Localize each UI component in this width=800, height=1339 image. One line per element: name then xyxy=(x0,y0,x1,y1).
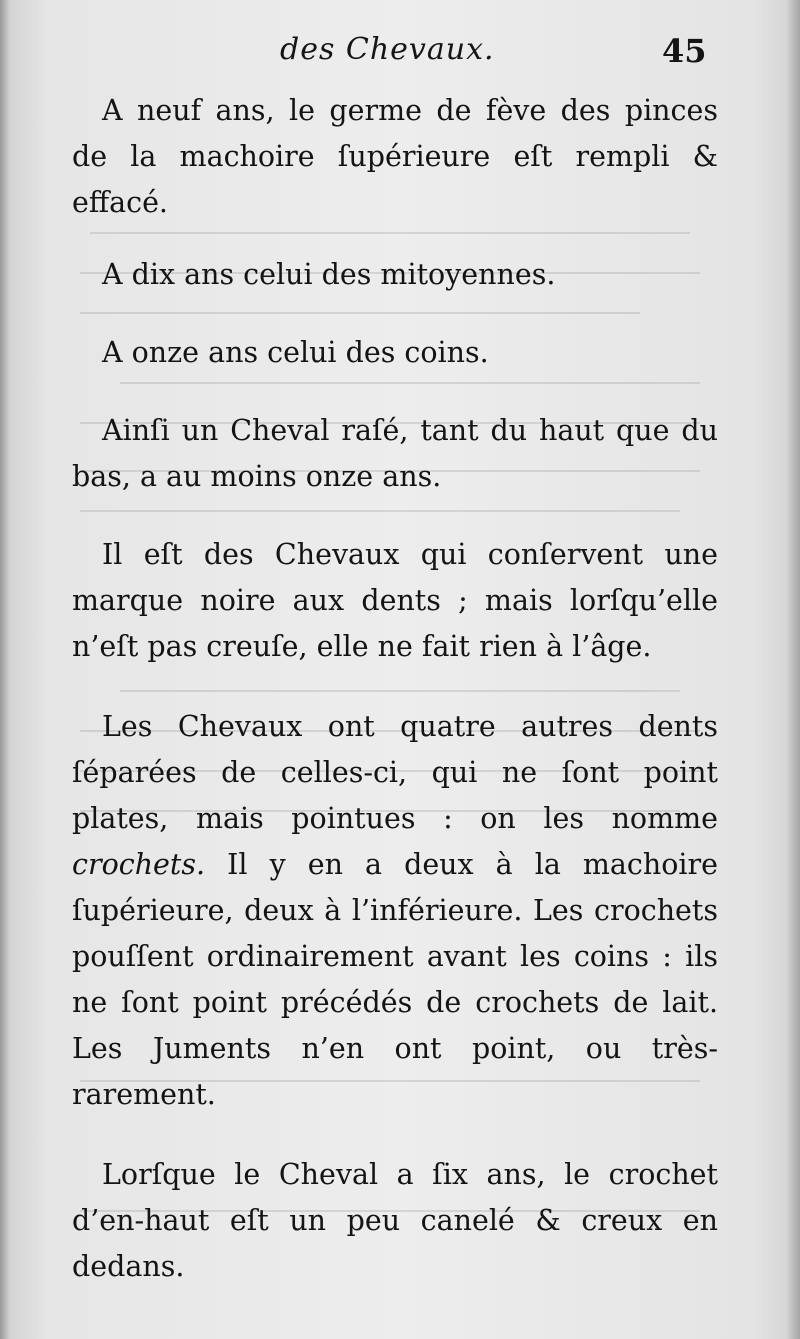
paragraph: A neuf ans, le germe de fève des pinces de la machoire ſupérieure eſt rempli & effacé. xyxy=(72,94,718,219)
page-header xyxy=(0,28,800,78)
paragraph: Il eſt des Chevaux qui conſervent une marque noire aux dents ; mais lorſqu’elle n’eſt pas creuſe, elle ne fait rien à l’âge. xyxy=(72,538,718,663)
paragraph: Ainſi un Cheval raſé, tant du haut que du bas, a au moins onze ans. xyxy=(72,414,718,493)
paragraph-text: Il y en a deux à la machoire ſupérieure, deux à l’inférieure. Les crochets pouſſent ordinairement avant les coins : ils ne ſont point précédés de crochets de lait. Les Juments n’en ont point, ou très-rarement. xyxy=(72,848,718,1111)
body-text xyxy=(72,88,718,1290)
page-number: 45 xyxy=(662,32,707,70)
paragraph: A dix ans celui des mitoyennes. xyxy=(102,258,556,291)
paragraph: Lorſque le Cheval a ſix ans, le crochet d’en-haut eſt un peu canelé & creux en dedans. xyxy=(72,1158,718,1283)
page-right-edge-shadow xyxy=(786,0,800,1339)
paragraph: A onze ans celui des coins. xyxy=(102,336,489,369)
running-title: des Chevaux. xyxy=(280,32,495,67)
page-left-edge-shadow xyxy=(0,0,10,1339)
paragraph-text: Les Chevaux ont quatre autres dents ſéparées de celles-ci, qui ne ſont point plates, mais pointues : on les nomme xyxy=(72,710,718,835)
italic-term: crochets. xyxy=(72,848,206,881)
paragraph xyxy=(72,704,718,1118)
